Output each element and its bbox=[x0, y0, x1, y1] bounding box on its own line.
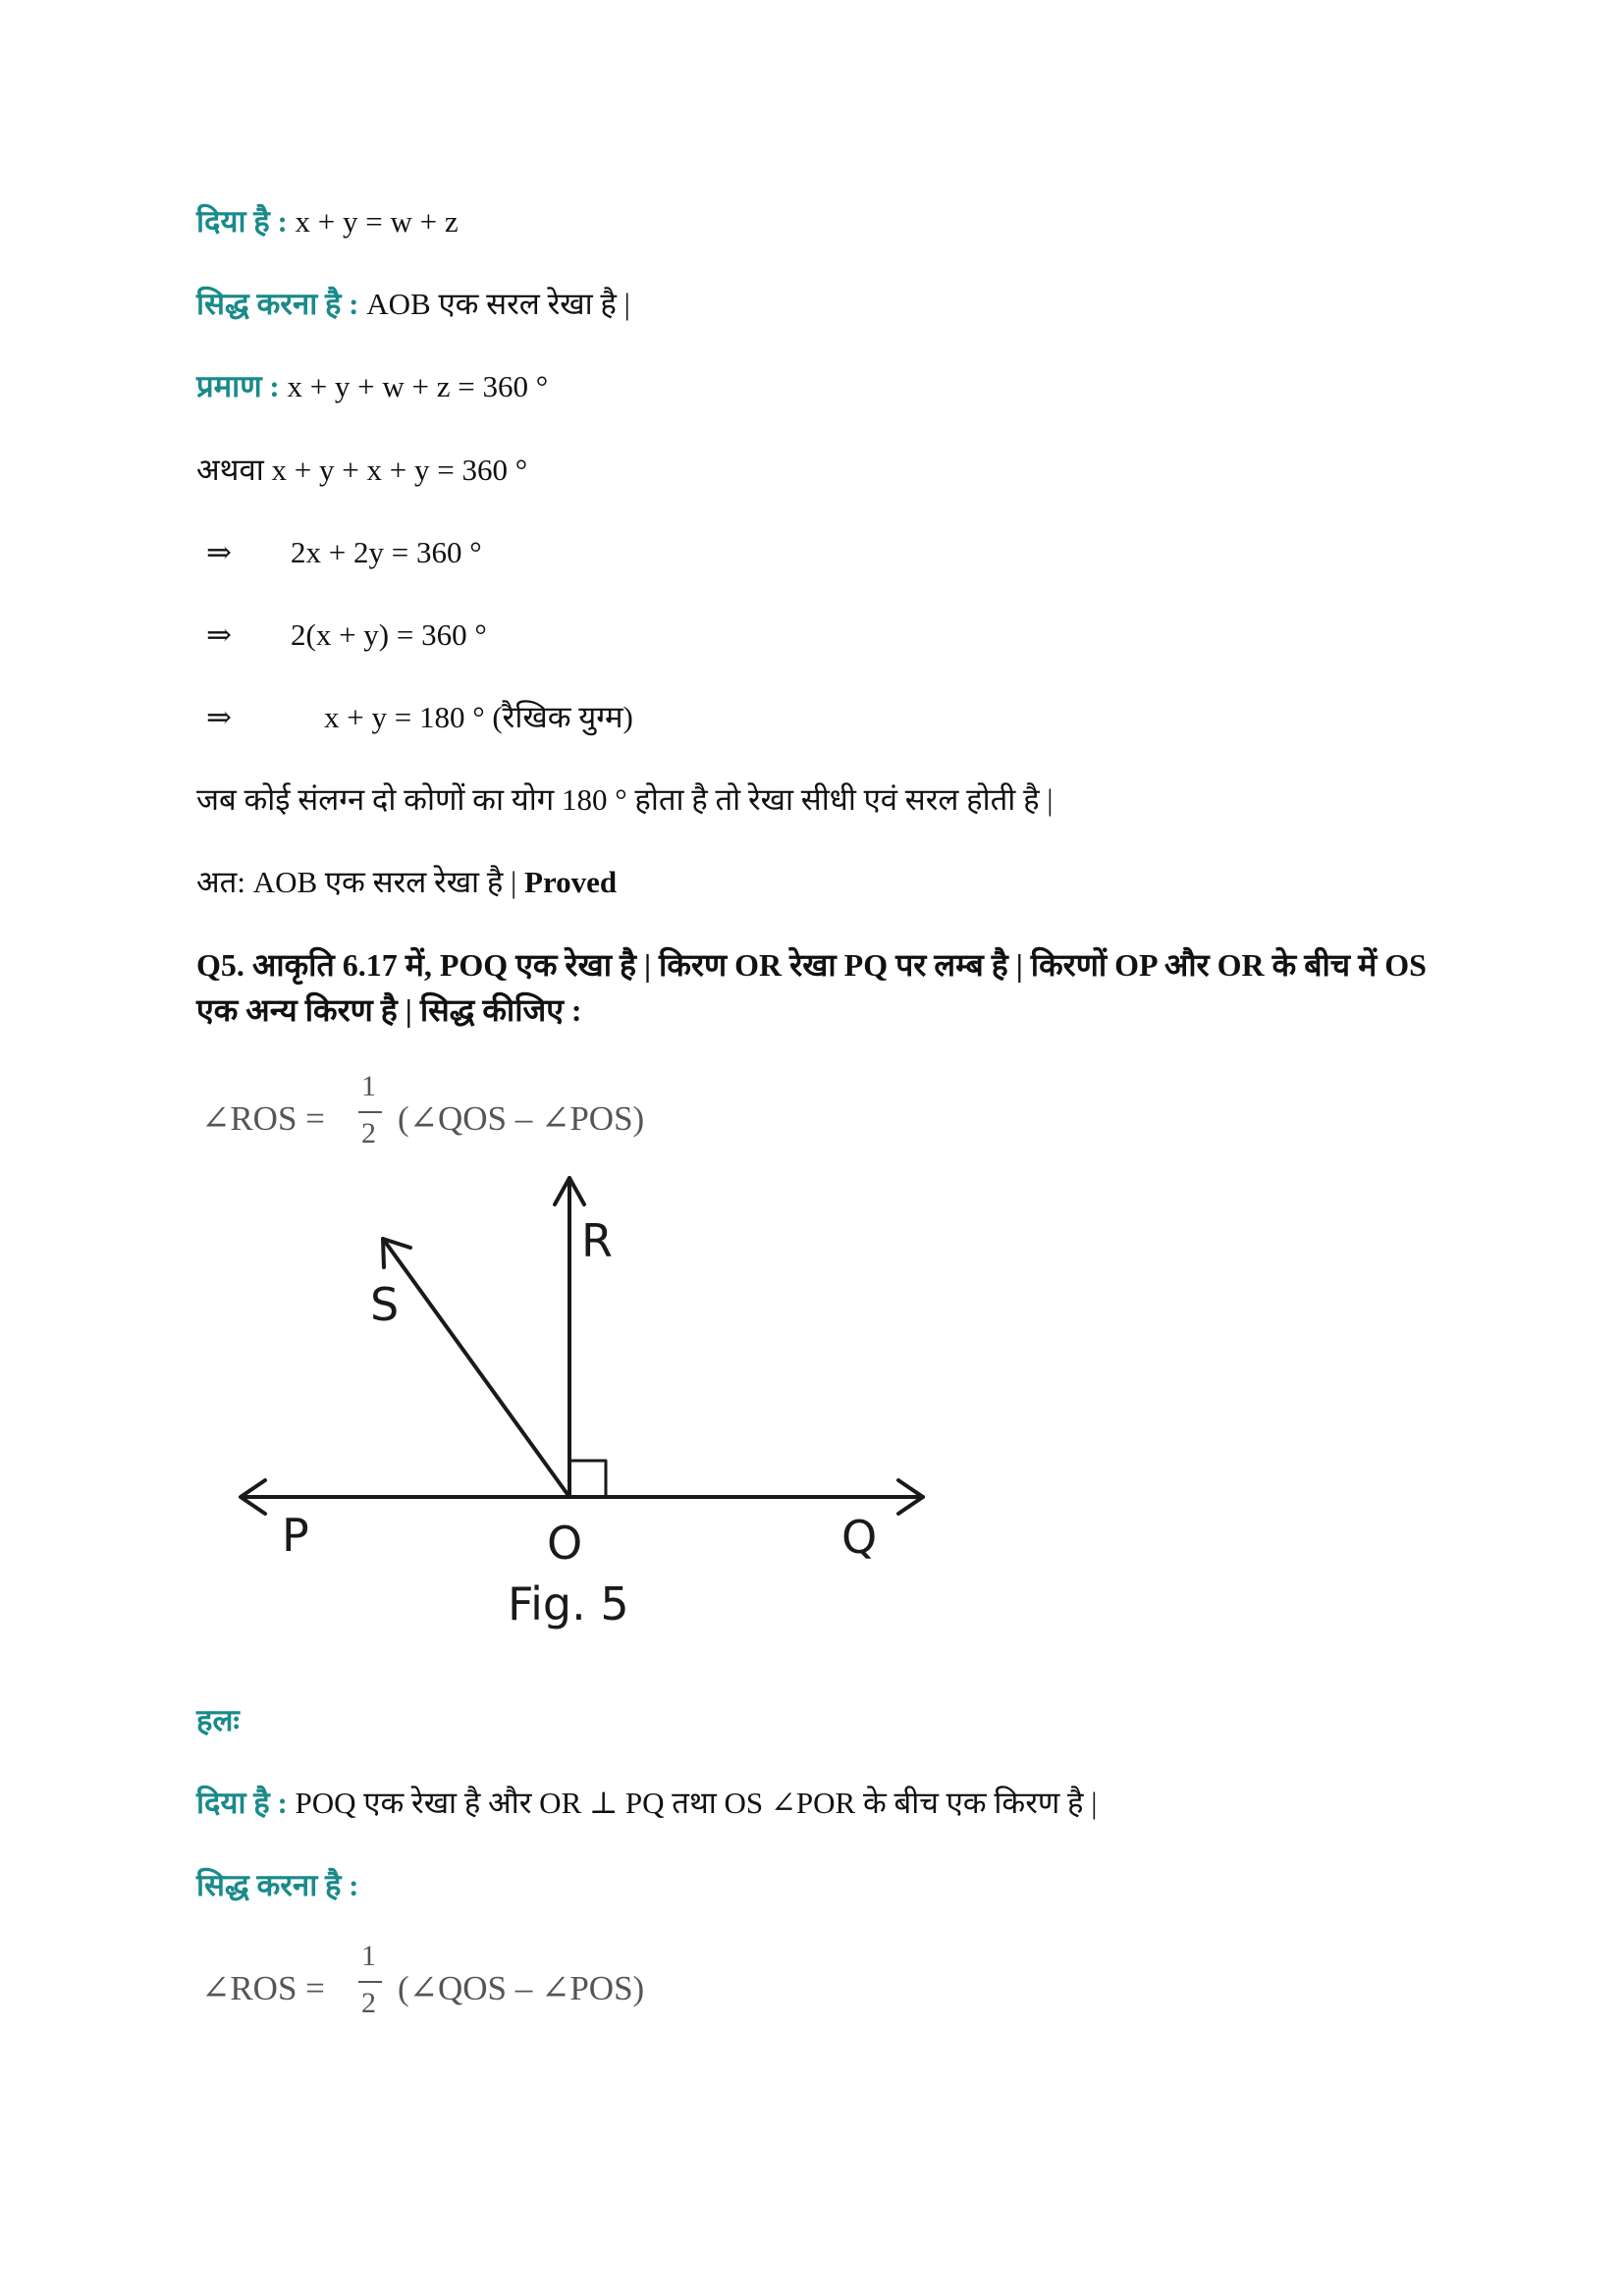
given-label: दिया है : bbox=[196, 204, 288, 239]
right-angle-mark bbox=[569, 1461, 606, 1497]
figure-caption: Fig. 5 bbox=[508, 1577, 629, 1630]
question-5: Q5. आकृति 6.17 में, POQ एक रेखा है | किरण OR रेखा PQ पर लम्ब है | किरणों OP और OR के बीच में OS एक अन्य किरण है | सिद्ध कीजिए : bbox=[196, 947, 1427, 1028]
formula-lhs: ∠ROS = bbox=[201, 1969, 325, 2007]
proof-text: x + y + w + z = 360 ° bbox=[279, 369, 549, 403]
proof-step-4 bbox=[206, 698, 633, 737]
formula-ros-repeat bbox=[201, 1940, 712, 2028]
label-o: O bbox=[547, 1517, 583, 1570]
label-r: R bbox=[581, 1214, 613, 1267]
formula-numerator: 1 bbox=[361, 1940, 376, 1972]
label-p: P bbox=[282, 1509, 309, 1562]
figure-5 bbox=[221, 1158, 947, 1639]
solution-to-prove-label: सिद्ध करना है : bbox=[196, 1868, 359, 1902]
implies-icon: ⇒ bbox=[206, 700, 232, 734]
formula-rhs: (∠QOS – ∠POS) bbox=[398, 1099, 645, 1138]
conclusion-line bbox=[196, 863, 617, 902]
fraction-bar bbox=[358, 1111, 382, 1113]
solution-heading: हलः bbox=[196, 1703, 240, 1737]
formula-lhs: ∠ROS = bbox=[201, 1099, 325, 1138]
implies-icon: ⇒ bbox=[206, 617, 232, 652]
implies-icon: ⇒ bbox=[206, 535, 232, 569]
step-3-text: 2(x + y) = 360 ° bbox=[291, 617, 487, 652]
formula-ros bbox=[201, 1070, 712, 1158]
formula-numerator: 1 bbox=[361, 1070, 376, 1102]
to-prove-line bbox=[196, 285, 630, 324]
step-4-text: x + y = 180 ° (रैखिक युग्म) bbox=[324, 700, 633, 734]
proof-label: प्रमाण : bbox=[196, 369, 280, 403]
proof-step-1: अथवा x + y + x + y = 360 ° bbox=[196, 453, 528, 487]
formula-rhs: (∠QOS – ∠POS) bbox=[398, 1969, 645, 2007]
solution-given-line bbox=[196, 1784, 1097, 1823]
label-s: S bbox=[370, 1278, 400, 1331]
given-line bbox=[196, 202, 459, 241]
given-text: x + y = w + z bbox=[287, 204, 459, 239]
formula-denominator: 2 bbox=[361, 1117, 376, 1149]
to-prove-text: AOB एक सरल रेखा है | bbox=[358, 287, 630, 321]
ray-os bbox=[383, 1239, 569, 1497]
conclusion-text: अत: AOB एक सरल रेखा है | bbox=[196, 865, 525, 899]
proof-step-3 bbox=[206, 615, 487, 655]
to-prove-label: सिद्ध करना है : bbox=[196, 287, 359, 321]
solution-given-label: दिया है : bbox=[196, 1786, 288, 1820]
fraction-bar bbox=[358, 1981, 382, 1983]
reason-text: जब कोई संलग्न दो कोणों का योग 180 ° होता है तो रेखा सीधी एवं सरल होती है | bbox=[196, 782, 1054, 817]
label-q: Q bbox=[841, 1511, 878, 1564]
solution-given-text: POQ एक रेखा है और OR ⊥ PQ तथा OS ∠POR के बीच एक किरण है | bbox=[287, 1786, 1098, 1820]
proof-line bbox=[196, 367, 548, 406]
proved-label: Proved bbox=[524, 865, 618, 899]
step-2-text: 2x + 2y = 360 ° bbox=[291, 535, 482, 569]
formula-denominator: 2 bbox=[361, 1987, 376, 2019]
proof-step-2 bbox=[206, 533, 482, 572]
